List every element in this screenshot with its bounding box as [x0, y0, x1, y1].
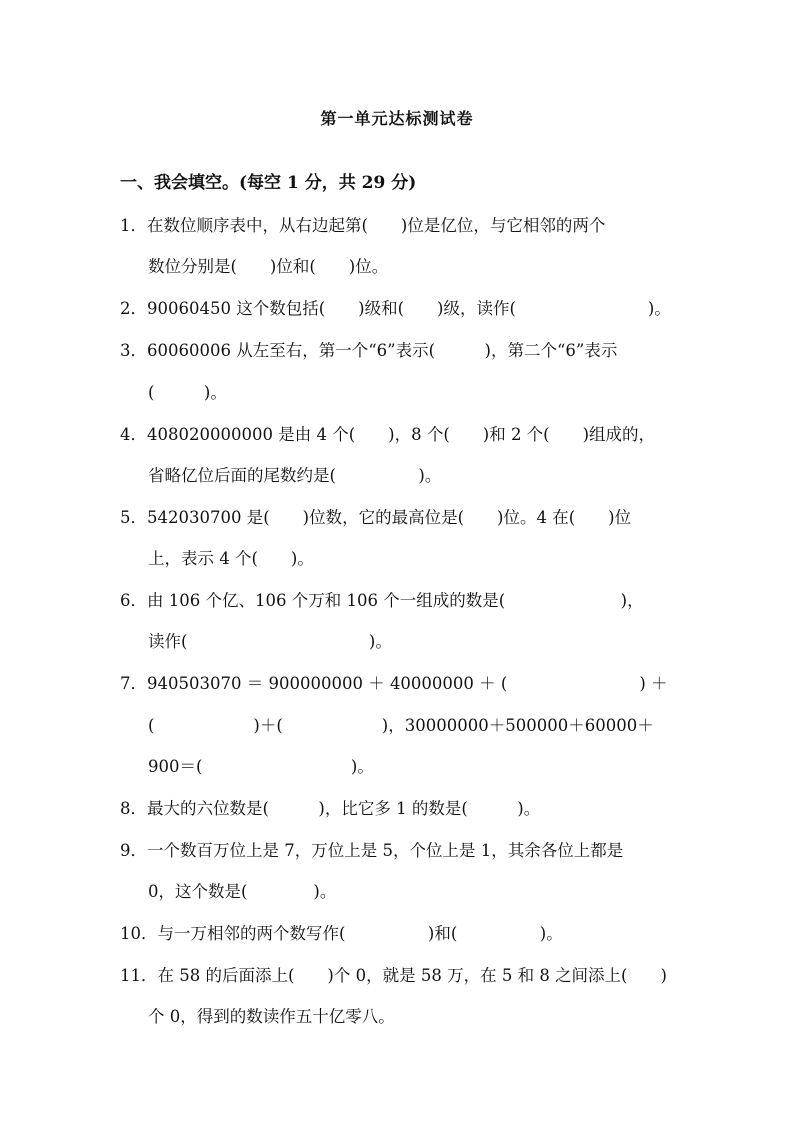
section-heading: 一、我会填空。(每空 1 分，共 29 分) [120, 173, 417, 193]
question-10-line-1: 10．与一万相邻的两个数写作( )和( )。 [120, 924, 563, 943]
question-4-line-1: 4．408020000000 是由 4 个( )，8 个( )和 2 个( )组成的， [120, 425, 656, 444]
question-7-line-2: ( )＋( )，30000000＋500000＋60000＋ [148, 716, 654, 735]
question-1-line-2: 数位分别是( )位和( )位。 [148, 257, 389, 276]
question-9-line-1: 9．一个数百万位上是 7，万位上是 5，个位上是 1，其余各位上都是 [120, 841, 624, 860]
question-11-line-1: 11．在 58 的后面添上( )个 0，就是 58 万，在 5 和 8 之间添上( ) [120, 966, 667, 985]
question-9-line-2: 0，这个数是( )。 [148, 882, 337, 901]
question-11-line-2: 个 0，得到的数读作五十亿零八。 [148, 1007, 395, 1026]
question-5-line-2: 上，表示 4 个( )。 [148, 549, 314, 568]
question-3-line-1: 3．60060006 从左至右，第一个“6”表示( )，第二个“6”表示 [120, 341, 618, 360]
question-1-line-1: 1．在数位顺序表中，从右边起第( )位是亿位，与它相邻的两个 [120, 216, 606, 235]
question-4-line-2: 省略亿位后面的尾数约是( )。 [148, 466, 442, 485]
question-7-line-1: 7．940503070 ＝ 900000000 ＋ 40000000 ＋ ( ) ＋ [120, 674, 668, 693]
question-8-line-1: 8．最大的六位数是( )，比它多 1 的数是( )。 [120, 799, 541, 818]
question-5-line-1: 5．542030700 是( )位数，它的最高位是( )位。4 在( )位 [120, 508, 632, 527]
question-6-line-1: 6．由 106 个亿、106 个万和 106 个一组成的数是( )， [120, 591, 644, 610]
question-7-line-3: 900＝( )。 [148, 757, 374, 776]
page-title: 第一单元达标测试卷 [320, 109, 474, 128]
question-6-line-2: 读作( )。 [148, 632, 392, 651]
question-2-line-1: 2．90060450 这个数包括( )级和( )级，读作( )。 [120, 299, 671, 318]
question-3-line-2: ( )。 [148, 383, 227, 402]
